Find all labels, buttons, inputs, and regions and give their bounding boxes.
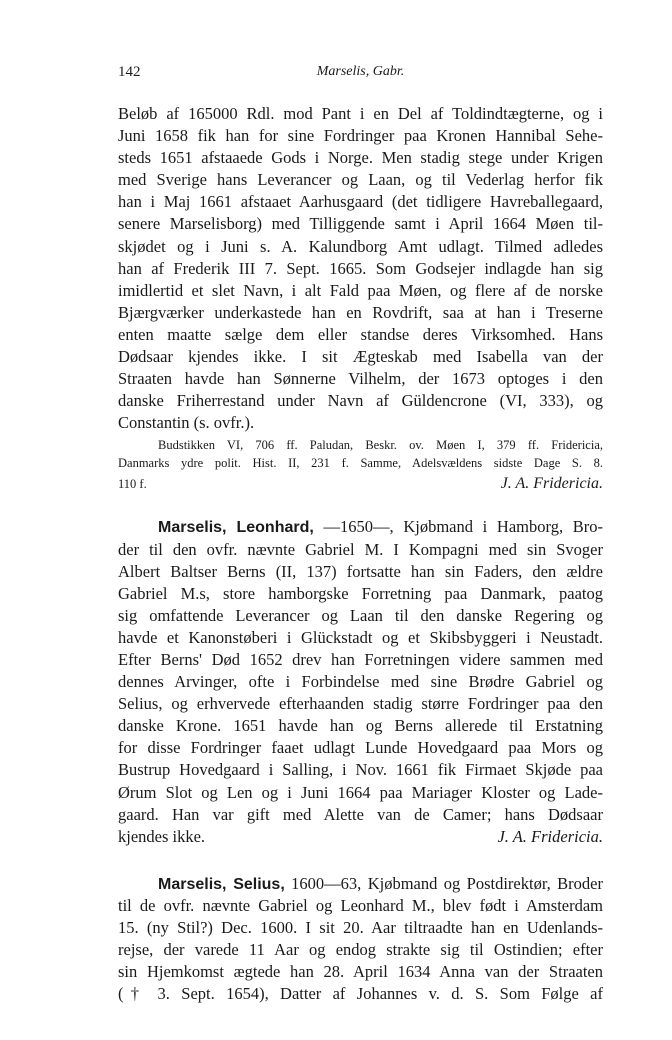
text-line: Efter Berns' Død 1652 drev han Forretningen videre sammen med	[118, 649, 603, 669]
text-line: gaard. Han var gift med Alette van de Camer; hans Dødsaar	[118, 804, 603, 824]
text-line: Juni 1658 fik han for sine Fordringer paa Kronen Hannibal Sehe-	[118, 126, 603, 146]
text-line: Constantin (s. ovfr.).	[118, 413, 255, 433]
entry-spacer	[118, 848, 603, 873]
text-line: Selius, og erhvervede efterhaanden stadig større Fordringer paa den	[118, 694, 603, 714]
text-line: sin Hjemkomst ægtede han 28. April 1634 Anna van der Straaten	[118, 962, 603, 982]
text-line: imidlertid et slet Navn, i alt Fald paa Møen, og flere af de norske	[118, 280, 603, 300]
text-line: 15. (ny Stil?) Dec. 1600. I sit 20. Aar tiltraadte han en Udenlands-	[118, 918, 603, 937]
text-line: kjendes ikke.	[118, 826, 206, 846]
text-line: danske Friherrestand under Navn af Güldencrone (VI, 333), og	[118, 391, 603, 411]
reference-line: 110 f.	[118, 477, 147, 492]
text-line: for disse Fordringer faaet udlagt Lunde Hovedgaard paa Mors og	[118, 738, 603, 758]
text-line: Albert Baltser Berns (II, 137) fortsatte han sin Faders, den ældre	[118, 561, 603, 581]
text-line: Beløb af 165000 Rdl. mod Pant i en Del af Toldindtægterne, og i	[118, 104, 603, 123]
entry-intro-text: —1650—, Kjøbmand i Hamborg, Bro-	[313, 517, 603, 537]
reference-line: Danmarks ydre polit. Hist. II, 231 f. Samme, Adelsvældens sidste Dage S. 8.	[118, 456, 603, 471]
text-line: Bustrup Hovedgaard i Salling, i Nov. 1661 fik Firmaet Skjøde paa	[118, 760, 603, 780]
text-line: sig omfattende Leverancer og Laan til den danske Regering og	[118, 605, 603, 625]
text-line: skjødet og i Juni s. A. Kalundborg Amt udlagt. Tilmed adledes	[118, 236, 603, 256]
text-line: Ørum Slot og Len og i Juni 1664 paa Mariager Kloster og Lade-	[118, 782, 603, 802]
entry-leonhard	[118, 516, 603, 847]
text-line: steds 1651 afstaaede Gods i Norge. Men stadig stege under Krigen	[118, 148, 603, 168]
author-signature: J. A. Fridericia.	[497, 826, 603, 846]
text-line: med Sverige hans Leverancer og Laan, og til Vederlag herfor fik	[118, 170, 603, 190]
text-line: Gabriel M.s, store hamborgske Forretning paa Danmark, paatog	[118, 583, 603, 603]
text-line: han i Maj 1661 afstaaet Aarhusgaard (det tidligere Havreballegaard,	[118, 192, 603, 212]
reference-signature-row	[118, 472, 603, 496]
text-line: der til den ovfr. nævnte Gabriel M. I Kompagni med sin Svoger	[118, 539, 603, 559]
entry-headword: Marselis, Leonhard,	[158, 519, 314, 537]
text-line: († 3. Sept. 1654), Datter af Johannes v. d. S. Som Følge af	[118, 984, 603, 1004]
text-line: enten maatte sælge dem eller standse deres Virksomhed. Hans	[118, 324, 603, 344]
text-line: dennes Arvinger, ofte i Forbindelse med sine Brødre Gabriel og	[118, 672, 603, 692]
text-line: danske Krone. 1651 havde han og Berns allerede til Erstatning	[118, 716, 603, 736]
entry-selius	[118, 873, 603, 1006]
running-head: Marselis, Gabr.	[316, 64, 405, 79]
text-line: havde et Kanonstøberi i Glückstadt og et Skibsbyggeri i Neustadt.	[118, 627, 603, 647]
text-line: rejse, der varede 11 Aar og endog strakte sig til Ostindien; efter	[118, 940, 603, 960]
text-line: til de ovfr. nævnte Gabriel og Leonhard M., blev født i Amsterdam	[118, 895, 603, 915]
text-line: senere Marselisborg) med Tilliggende samt i April 1664 Møen til-	[118, 214, 603, 234]
entry-intro-text: 1600—63, Kjøbmand og Postdirektør, Broder	[284, 873, 603, 893]
text-line: Bjærgværker underkastede han en Rovdrift, saa at han i Treserne	[118, 302, 603, 322]
entry-first-line	[118, 873, 603, 895]
entry-first-line	[118, 516, 603, 538]
text-line: Straaten havde han Sønnerne Vilhelm, der 1673 optoges i den	[118, 369, 603, 389]
author-signature: J. A. Fridericia.	[500, 475, 603, 493]
entry-headword: Marselis, Selius,	[158, 875, 285, 893]
text-line: han af Frederik III 7. Sept. 1665. Som Godsejer indlagde han sig	[118, 258, 603, 278]
entry-spacer	[118, 496, 603, 516]
page-header	[118, 64, 603, 86]
text-line: Dødsaar kjendes ikke. I sit Ægteskab med Isabella van der	[118, 347, 603, 367]
page-number: 142	[118, 64, 141, 80]
text-signature-row	[118, 826, 603, 848]
reference-line: Budstikken VI, 706 ff. Paludan, Beskr. ov. Møen I, 379 ff. Fridericia,	[158, 438, 603, 453]
page-body	[118, 103, 603, 1005]
entry-gabriel-continuation	[118, 103, 603, 496]
references	[118, 436, 603, 496]
